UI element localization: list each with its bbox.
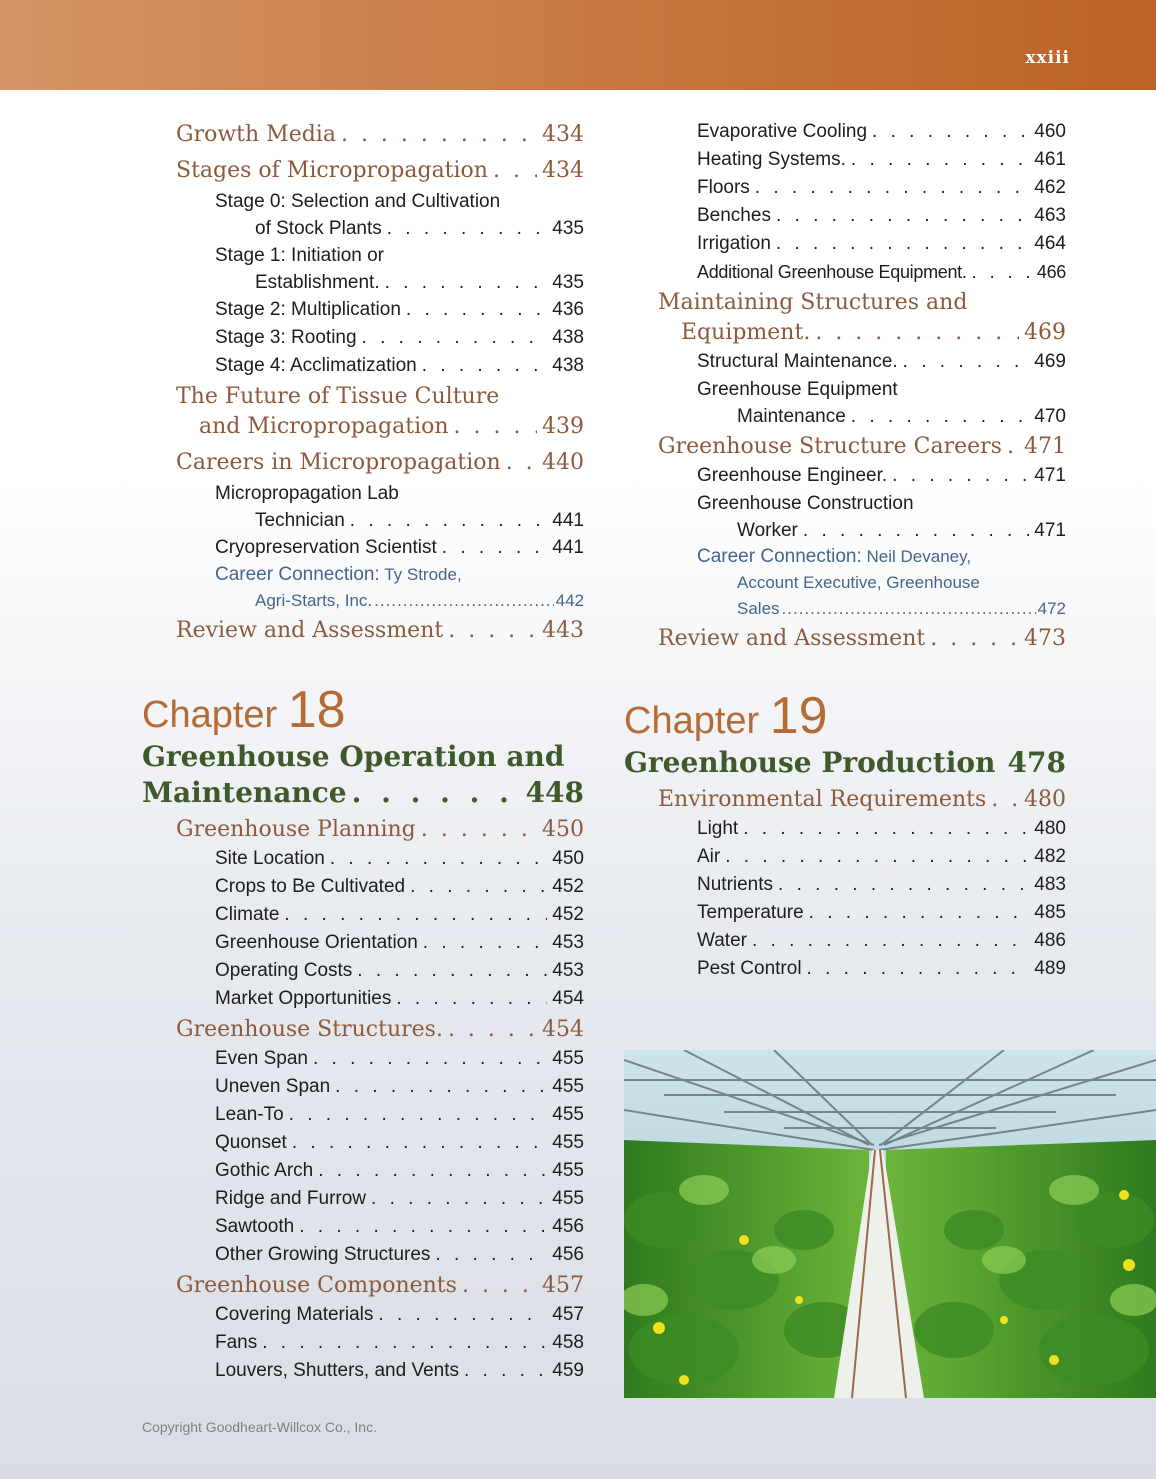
toc-entry-careers-micro[interactable]: Careers in Micropropagation . . . 440 bbox=[176, 448, 584, 478]
greenhouse-illustration bbox=[624, 1050, 1156, 1398]
toc-entry-components[interactable]: Greenhouse Components . . . 457 bbox=[176, 1271, 584, 1301]
toc-entry-stage3[interactable]: Stage 3: Rooting . . . 438 bbox=[215, 324, 584, 352]
toc-entry[interactable]: Greenhouse Orientation . . . 453 bbox=[215, 929, 584, 957]
toc-entry[interactable]: Even Span . . . 455 bbox=[215, 1045, 584, 1073]
toc-entry-stages[interactable]: Stages of Micropropagation . . . 434 bbox=[176, 156, 584, 186]
toc-entry-structure-careers[interactable]: Greenhouse Structure Careers . . . 471 bbox=[658, 432, 1066, 462]
toc-entry[interactable]: Irrigation . . . 464 bbox=[697, 230, 1066, 258]
toc-entry-maintaining[interactable]: Maintaining Structures and Equipment. . . . 469 bbox=[624, 288, 1066, 348]
toc-entry-construction[interactable]: Greenhouse Construction Worker . . . 471 bbox=[624, 490, 1066, 544]
toc-left-column bbox=[142, 118, 584, 1385]
toc-entry-equip-maint[interactable]: Greenhouse Equipment Maintenance . . . 470 bbox=[624, 376, 1066, 430]
toc-entry[interactable]: Covering Materials . . . 457 bbox=[215, 1301, 584, 1329]
toc-entry-career-connection-strode[interactable]: Career Connection: Ty Strode, Agri-Starts, Inc. ..... 442 bbox=[142, 562, 584, 614]
toc-entry[interactable]: Louvers, Shutters, and Vents . . . 459 bbox=[215, 1357, 584, 1385]
toc-entry[interactable]: Quonset . . . 455 bbox=[215, 1129, 584, 1157]
toc-entry[interactable]: Water . . . 486 bbox=[697, 927, 1066, 955]
toc-entry-growth-media[interactable]: Growth Media . . . 434 bbox=[176, 120, 584, 150]
chapter-18-heading: Chapter 18 Greenhouse Operation and Maintenance . . . 448 bbox=[142, 686, 584, 811]
toc-entry[interactable]: Site Location . . . 450 bbox=[215, 845, 584, 873]
toc-entry-stage4[interactable]: Stage 4: Acclimatization . . . 438 bbox=[215, 352, 584, 380]
toc-entry-review-17[interactable]: Review and Assessment . . . 443 bbox=[176, 616, 584, 646]
toc-entry[interactable]: Fans . . . 458 bbox=[215, 1329, 584, 1357]
toc-entry[interactable]: Evaporative Cooling . . . 460 bbox=[697, 118, 1066, 146]
toc-entry-career-connection-devaney[interactable]: Career Connection: Neil Devaney, Account Executive, Greenhouse Sales ..... 472 bbox=[624, 544, 1066, 622]
copyright-notice: Copyright Goodheart-Willcox Co., Inc. bbox=[142, 1419, 377, 1435]
chapter-19-heading: Chapter 19 Greenhouse Production . . . 478 bbox=[624, 692, 1066, 781]
toc-entry[interactable]: Ridge and Furrow . . . 455 bbox=[215, 1185, 584, 1213]
chapter-18-title[interactable]: Maintenance . . . 448 bbox=[142, 775, 584, 811]
toc-entry[interactable]: Additional Greenhouse Equipment. . . . 466 bbox=[697, 258, 1066, 286]
toc-entry[interactable]: Other Growing Structures . . . 456 bbox=[215, 1241, 584, 1269]
chapter-19-title[interactable]: Greenhouse Production . . . 478 bbox=[624, 745, 1066, 781]
toc-entry-structures[interactable]: Greenhouse Structures. . . . 454 bbox=[176, 1015, 584, 1045]
toc-entry-stage1[interactable]: Stage 1: Initiation or Establishment. . . . 435 bbox=[142, 242, 584, 296]
toc-entry[interactable]: Air . . . 482 bbox=[697, 843, 1066, 871]
toc-entry-future[interactable]: The Future of Tissue Culture and Micropropagation . . . 439 bbox=[142, 382, 584, 442]
toc-entry[interactable]: Benches . . . 463 bbox=[697, 202, 1066, 230]
toc-entry-review-18[interactable]: Review and Assessment . . . 473 bbox=[658, 624, 1066, 654]
toc-entry-planning[interactable]: Greenhouse Planning . . . 450 bbox=[176, 815, 584, 845]
toc-entry[interactable]: Light . . . 480 bbox=[697, 815, 1066, 843]
toc-entry[interactable]: Crops to Be Cultivated . . . 452 bbox=[215, 873, 584, 901]
toc-entry-lab-tech[interactable]: Micropropagation Lab Technician . . . 441 bbox=[142, 480, 584, 534]
greenhouse-photo bbox=[624, 1050, 1156, 1398]
toc-entry[interactable]: Gothic Arch . . . 455 bbox=[215, 1157, 584, 1185]
toc-entry[interactable]: Nutrients . . . 483 bbox=[697, 871, 1066, 899]
toc-entry[interactable]: Floors . . . 462 bbox=[697, 174, 1066, 202]
toc-entry[interactable]: Climate . . . 452 bbox=[215, 901, 584, 929]
toc-entry-cryo[interactable]: Cryopreservation Scientist . . . 441 bbox=[215, 534, 584, 562]
toc-entry[interactable]: Operating Costs . . . 453 bbox=[215, 957, 584, 985]
toc-entry[interactable]: Pest Control . . . 489 bbox=[697, 955, 1066, 983]
toc-entry-stage2[interactable]: Stage 2: Multiplication . . . 436 bbox=[215, 296, 584, 324]
toc-entry[interactable]: Market Opportunities . . . 454 bbox=[215, 985, 584, 1013]
toc-entry-stage0[interactable]: Stage 0: Selection and Cultivation of Stock Plants . . . 435 bbox=[142, 188, 584, 242]
toc-entry[interactable]: Sawtooth . . . 456 bbox=[215, 1213, 584, 1241]
toc-entry[interactable]: Lean-To . . . 455 bbox=[215, 1101, 584, 1129]
toc-entry[interactable]: Heating Systems. . . . 461 bbox=[697, 146, 1066, 174]
toc-entry-engineer[interactable]: Greenhouse Engineer. . . . 471 bbox=[697, 462, 1066, 490]
page-number: xxiii bbox=[1025, 48, 1070, 68]
header-band bbox=[0, 0, 1156, 90]
toc-entry[interactable]: Temperature . . . 485 bbox=[697, 899, 1066, 927]
toc-entry[interactable]: Uneven Span . . . 455 bbox=[215, 1073, 584, 1101]
toc-entry-environmental[interactable]: Environmental Requirements . . . 480 bbox=[658, 785, 1066, 815]
toc-right-column bbox=[624, 118, 1066, 983]
toc-entry-structural-maint[interactable]: Structural Maintenance. . . . 469 bbox=[697, 348, 1066, 376]
